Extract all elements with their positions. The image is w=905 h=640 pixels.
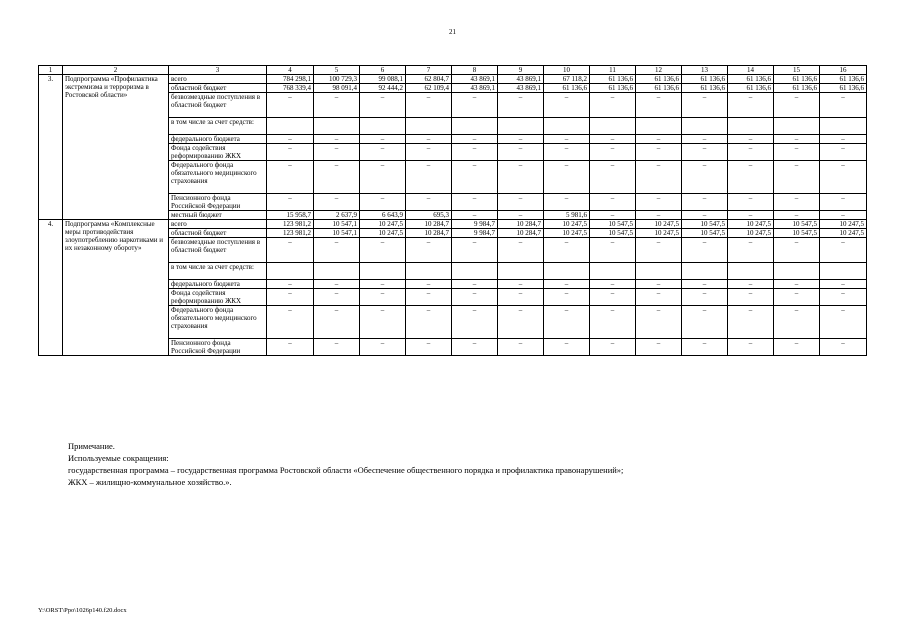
amount-cell: – — [544, 144, 590, 161]
funding-source: Фонда содействия реформированию ЖКХ — [169, 144, 267, 161]
amount-cell: – — [452, 93, 498, 118]
amount-cell: 6 643,9 — [360, 211, 406, 220]
amount-cell: 98 091,4 — [314, 84, 360, 93]
amount-cell: 10 547,5 — [682, 229, 728, 238]
amount-cell: 43 869,1 — [452, 75, 498, 84]
funding-source: федерального бюджета — [169, 135, 267, 144]
amount-cell: – — [314, 135, 360, 144]
amount-cell: 99 088,1 — [360, 75, 406, 84]
amount-cell: – — [590, 306, 636, 339]
amount-cell: – — [360, 339, 406, 356]
amount-cell: – — [452, 135, 498, 144]
amount-cell: 10 247,5 — [360, 220, 406, 229]
column-header: 5 — [314, 66, 360, 75]
amount-cell: – — [820, 93, 867, 118]
amount-cell: 61 136,6 — [728, 84, 774, 93]
amount-cell — [820, 118, 867, 135]
program-number: 4. — [39, 220, 63, 356]
amount-cell: – — [636, 161, 682, 194]
amount-cell: 43 869,1 — [452, 84, 498, 93]
amount-cell: – — [498, 289, 544, 306]
amount-cell: – — [682, 135, 728, 144]
amount-cell: – — [636, 306, 682, 339]
amount-cell: – — [820, 211, 867, 220]
amount-cell: – — [820, 238, 867, 263]
amount-cell: 10 547,5 — [774, 229, 820, 238]
amount-cell: – — [590, 280, 636, 289]
amount-cell: – — [820, 144, 867, 161]
amount-cell: – — [682, 194, 728, 211]
amount-cell — [728, 118, 774, 135]
column-header: 16 — [820, 66, 867, 75]
amount-cell — [590, 118, 636, 135]
amount-cell: – — [774, 93, 820, 118]
amount-cell: 10 247,5 — [820, 229, 867, 238]
amount-cell: 61 136,6 — [544, 84, 590, 93]
amount-cell: – — [774, 161, 820, 194]
page-number: 21 — [449, 28, 456, 36]
amount-cell: 92 444,2 — [360, 84, 406, 93]
amount-cell: – — [544, 194, 590, 211]
amount-cell: – — [406, 280, 452, 289]
amount-cell — [406, 118, 452, 135]
note-line: государственная программа – государственная программа Ростовской области «Обеспечение общественного порядка и профилактика правонарушений»; — [68, 465, 624, 475]
amount-cell — [452, 263, 498, 280]
amount-cell: – — [498, 93, 544, 118]
amount-cell: – — [774, 135, 820, 144]
amount-cell: 67 118,2 — [544, 75, 590, 84]
amount-cell: – — [406, 144, 452, 161]
amount-cell: – — [406, 339, 452, 356]
table-row — [39, 75, 867, 84]
amount-cell — [452, 118, 498, 135]
amount-cell: 61 136,6 — [774, 75, 820, 84]
amount-cell: – — [314, 339, 360, 356]
amount-cell: – — [267, 289, 314, 306]
amount-cell: 10 247,5 — [728, 220, 774, 229]
amount-cell: – — [406, 93, 452, 118]
amount-cell: – — [314, 194, 360, 211]
amount-cell: – — [774, 238, 820, 263]
amount-cell: 5 981,6 — [544, 211, 590, 220]
funding-source: всего — [169, 220, 267, 229]
funding-source: Фонда содействия реформированию ЖКХ — [169, 289, 267, 306]
column-header: 12 — [636, 66, 682, 75]
funding-source: всего — [169, 75, 267, 84]
amount-cell: 61 136,6 — [636, 84, 682, 93]
file-path-footer: Y:\ORST\Ppo\1026p140.f20.docx — [38, 607, 127, 614]
funding-source: областной бюджет — [169, 229, 267, 238]
amount-cell: – — [774, 289, 820, 306]
amount-cell: – — [774, 194, 820, 211]
amount-cell: – — [728, 135, 774, 144]
amount-cell — [728, 263, 774, 280]
program-number: 3. — [39, 75, 63, 220]
amount-cell: – — [774, 211, 820, 220]
amount-cell: – — [728, 211, 774, 220]
amount-cell: – — [590, 339, 636, 356]
amount-cell: – — [360, 238, 406, 263]
amount-cell — [820, 263, 867, 280]
amount-cell: – — [314, 144, 360, 161]
amount-cell: – — [682, 289, 728, 306]
amount-cell — [682, 118, 728, 135]
amount-cell: 10 284,7 — [406, 229, 452, 238]
column-header: 4 — [267, 66, 314, 75]
funding-source: Федерального фонда обязательного медицинского страхования — [169, 161, 267, 194]
amount-cell: – — [452, 306, 498, 339]
amount-cell: – — [774, 144, 820, 161]
column-header: 14 — [728, 66, 774, 75]
amount-cell: 43 869,1 — [498, 84, 544, 93]
funding-source: Федерального фонда обязательного медицинского страхования — [169, 306, 267, 339]
amount-cell: 10 547,5 — [590, 229, 636, 238]
amount-cell — [774, 118, 820, 135]
amount-cell: – — [406, 194, 452, 211]
column-header: 2 — [63, 66, 169, 75]
amount-cell: – — [452, 194, 498, 211]
amount-cell: – — [728, 289, 774, 306]
amount-cell: 10 284,7 — [406, 220, 452, 229]
amount-cell: – — [820, 339, 867, 356]
amount-cell: – — [682, 280, 728, 289]
amount-cell: – — [498, 135, 544, 144]
amount-cell: – — [267, 306, 314, 339]
amount-cell — [267, 118, 314, 135]
funding-source: местный бюджет — [169, 211, 267, 220]
amount-cell: – — [452, 161, 498, 194]
amount-cell: – — [728, 93, 774, 118]
amount-cell: – — [820, 306, 867, 339]
amount-cell: – — [267, 339, 314, 356]
amount-cell: – — [636, 93, 682, 118]
amount-cell: – — [314, 238, 360, 263]
column-header: 1 — [39, 66, 63, 75]
amount-cell: – — [774, 339, 820, 356]
amount-cell: – — [360, 161, 406, 194]
amount-cell: 62 804,7 — [406, 75, 452, 84]
amount-cell: 10 247,5 — [544, 220, 590, 229]
amount-cell: – — [682, 238, 728, 263]
amount-cell: 61 136,6 — [682, 75, 728, 84]
note-line: ЖКХ – жилищно-коммунальное хозяйство.». — [68, 477, 232, 487]
amount-cell: 10 547,5 — [774, 220, 820, 229]
amount-cell: – — [267, 238, 314, 263]
amount-cell: – — [452, 238, 498, 263]
column-header: 10 — [544, 66, 590, 75]
amount-cell — [406, 263, 452, 280]
column-header: 3 — [169, 66, 267, 75]
amount-cell: – — [544, 161, 590, 194]
funding-source: в том числе за счет средств: — [169, 263, 267, 280]
amount-cell: – — [682, 93, 728, 118]
column-header: 11 — [590, 66, 636, 75]
amount-cell: – — [820, 194, 867, 211]
amount-cell: – — [544, 306, 590, 339]
budget-table — [38, 65, 867, 356]
amount-cell: – — [360, 144, 406, 161]
program-name: Подпрограмма «Профилактика экстремизма и терроризма в Ростовской области» — [63, 75, 169, 220]
amount-cell: – — [728, 161, 774, 194]
amount-cell: – — [360, 93, 406, 118]
amount-cell — [360, 118, 406, 135]
amount-cell: – — [452, 280, 498, 289]
amount-cell: – — [406, 306, 452, 339]
amount-cell: – — [360, 306, 406, 339]
amount-cell: 61 136,6 — [728, 75, 774, 84]
amount-cell: – — [360, 135, 406, 144]
amount-cell: – — [682, 144, 728, 161]
amount-cell: – — [314, 289, 360, 306]
funding-source: безвозмездные поступления в областной бюджет — [169, 93, 267, 118]
amount-cell: 61 136,6 — [590, 84, 636, 93]
amount-cell: 10 247,5 — [728, 229, 774, 238]
amount-cell: – — [636, 339, 682, 356]
amount-cell: – — [820, 280, 867, 289]
funding-source: федерального бюджета — [169, 280, 267, 289]
amount-cell: – — [728, 144, 774, 161]
funding-source: безвозмездные поступления в областной бюджет — [169, 238, 267, 263]
amount-cell: 10 284,7 — [498, 220, 544, 229]
amount-cell: 10 247,5 — [636, 220, 682, 229]
funding-source: в том числе за счет средств: — [169, 118, 267, 135]
amount-cell: 784 298,1 — [267, 75, 314, 84]
amount-cell: – — [682, 306, 728, 339]
amount-cell: – — [728, 238, 774, 263]
amount-cell: – — [360, 289, 406, 306]
amount-cell: 61 136,6 — [590, 75, 636, 84]
amount-cell: – — [267, 144, 314, 161]
amount-cell: – — [544, 289, 590, 306]
amount-cell — [314, 118, 360, 135]
amount-cell: – — [820, 161, 867, 194]
amount-cell: 43 869,1 — [498, 75, 544, 84]
funding-source: Пенсионного фонда Российской Федерации — [169, 194, 267, 211]
amount-cell: 62 109,4 — [406, 84, 452, 93]
table-row — [39, 220, 867, 229]
amount-cell: – — [544, 238, 590, 263]
amount-cell: – — [682, 161, 728, 194]
amount-cell: – — [636, 144, 682, 161]
amount-cell: – — [452, 211, 498, 220]
note-title: Примечание. — [68, 441, 115, 451]
amount-cell: – — [682, 339, 728, 356]
amount-cell: – — [774, 280, 820, 289]
amount-cell — [267, 263, 314, 280]
amount-cell: 10 284,7 — [498, 229, 544, 238]
note-block — [68, 440, 623, 488]
amount-cell — [590, 263, 636, 280]
amount-cell: – — [452, 289, 498, 306]
amount-cell: – — [590, 194, 636, 211]
amount-cell: – — [452, 339, 498, 356]
amount-cell: 15 958,7 — [267, 211, 314, 220]
amount-cell — [774, 263, 820, 280]
amount-cell: – — [544, 135, 590, 144]
amount-cell: – — [636, 238, 682, 263]
note-line: Используемые сокращения: — [68, 453, 169, 463]
amount-cell: – — [636, 194, 682, 211]
amount-cell: – — [636, 211, 682, 220]
amount-cell: – — [498, 280, 544, 289]
amount-cell — [544, 263, 590, 280]
amount-cell: – — [267, 135, 314, 144]
amount-cell — [498, 118, 544, 135]
amount-cell: – — [360, 280, 406, 289]
amount-cell: – — [728, 280, 774, 289]
amount-cell — [682, 263, 728, 280]
amount-cell: – — [498, 306, 544, 339]
amount-cell: – — [314, 161, 360, 194]
amount-cell: – — [452, 144, 498, 161]
amount-cell: 10 547,1 — [314, 229, 360, 238]
amount-cell: – — [774, 306, 820, 339]
amount-cell: – — [406, 135, 452, 144]
amount-cell — [498, 263, 544, 280]
amount-cell: – — [406, 161, 452, 194]
amount-cell: – — [728, 339, 774, 356]
amount-cell: 10 247,5 — [360, 229, 406, 238]
amount-cell: – — [406, 238, 452, 263]
amount-cell: – — [544, 93, 590, 118]
column-header: 8 — [452, 66, 498, 75]
amount-cell: 695,3 — [406, 211, 452, 220]
amount-cell: 61 136,6 — [774, 84, 820, 93]
amount-cell — [636, 263, 682, 280]
amount-cell: – — [636, 280, 682, 289]
amount-cell: – — [636, 135, 682, 144]
amount-cell: – — [590, 144, 636, 161]
amount-cell: – — [267, 194, 314, 211]
funding-source: Пенсионного фонда Российской Федерации — [169, 339, 267, 356]
amount-cell: 10 547,5 — [682, 220, 728, 229]
amount-cell: 9 984,7 — [452, 220, 498, 229]
column-header: 9 — [498, 66, 544, 75]
amount-cell: 100 729,3 — [314, 75, 360, 84]
amount-cell: – — [728, 306, 774, 339]
column-header: 6 — [360, 66, 406, 75]
amount-cell: 61 136,6 — [820, 75, 867, 84]
amount-cell: – — [590, 211, 636, 220]
amount-cell: – — [820, 289, 867, 306]
amount-cell: 61 136,6 — [636, 75, 682, 84]
amount-cell: – — [590, 93, 636, 118]
amount-cell: – — [820, 135, 867, 144]
amount-cell: 10 247,5 — [544, 229, 590, 238]
amount-cell: 768 339,4 — [267, 84, 314, 93]
amount-cell: – — [728, 194, 774, 211]
amount-cell: – — [682, 211, 728, 220]
amount-cell — [544, 118, 590, 135]
amount-cell: 10 547,5 — [590, 220, 636, 229]
column-header: 15 — [774, 66, 820, 75]
amount-cell: – — [267, 280, 314, 289]
column-header: 13 — [682, 66, 728, 75]
amount-cell: 123 981,2 — [267, 220, 314, 229]
amount-cell: – — [498, 238, 544, 263]
amount-cell: 123 981,2 — [267, 229, 314, 238]
header-row — [39, 66, 867, 75]
amount-cell: 61 136,6 — [682, 84, 728, 93]
amount-cell: – — [267, 93, 314, 118]
amount-cell: 10 247,5 — [636, 229, 682, 238]
amount-cell: – — [314, 93, 360, 118]
amount-cell: 10 247,5 — [820, 220, 867, 229]
funding-source: областной бюджет — [169, 84, 267, 93]
amount-cell: – — [590, 135, 636, 144]
amount-cell: 61 136,6 — [820, 84, 867, 93]
amount-cell: – — [544, 339, 590, 356]
amount-cell: – — [406, 289, 452, 306]
amount-cell: – — [636, 289, 682, 306]
amount-cell: – — [544, 280, 590, 289]
amount-cell — [636, 118, 682, 135]
column-header: 7 — [406, 66, 452, 75]
amount-cell: – — [590, 161, 636, 194]
amount-cell: – — [590, 289, 636, 306]
amount-cell: 9 984,7 — [452, 229, 498, 238]
amount-cell: – — [314, 280, 360, 289]
amount-cell: – — [314, 306, 360, 339]
amount-cell: 2 637,9 — [314, 211, 360, 220]
amount-cell: – — [498, 211, 544, 220]
amount-cell: – — [498, 194, 544, 211]
program-name: Подпрограмма «Комплексные меры противодействия злоупотреблению наркотиками и их незаконному обороту» — [63, 220, 169, 356]
amount-cell — [360, 263, 406, 280]
amount-cell: – — [498, 161, 544, 194]
amount-cell: – — [498, 144, 544, 161]
amount-cell: – — [267, 161, 314, 194]
amount-cell: – — [590, 238, 636, 263]
amount-cell: – — [360, 194, 406, 211]
amount-cell — [314, 263, 360, 280]
amount-cell: 10 547,1 — [314, 220, 360, 229]
amount-cell: – — [498, 339, 544, 356]
